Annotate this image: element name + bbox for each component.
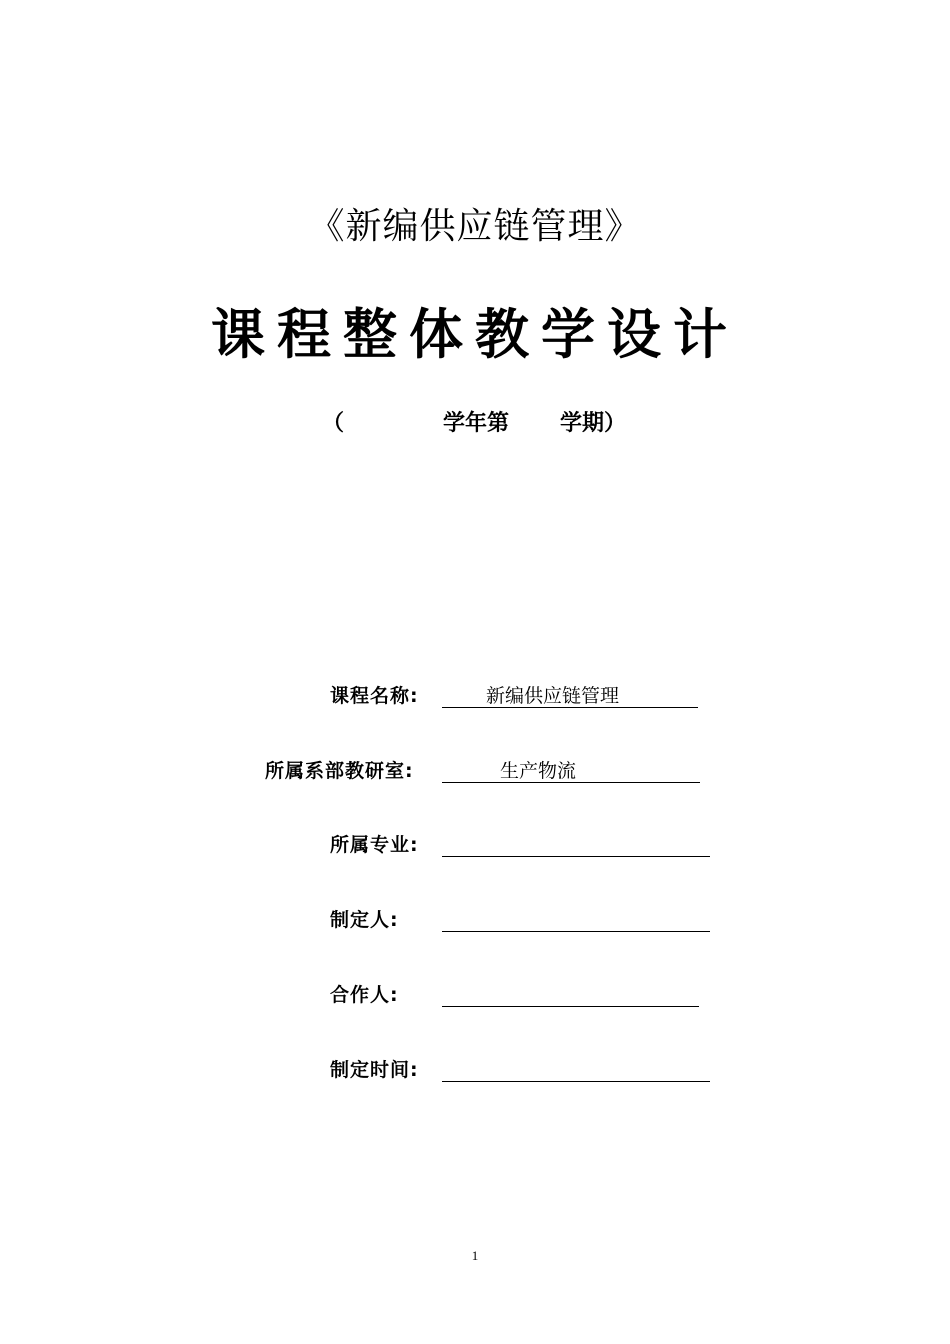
department-label: 所属系部教研室: [265,760,414,782]
major-label: 所属专业: [330,834,419,856]
collaborator-underline [442,1006,699,1007]
author-field [0,905,950,935]
course-name-value: 新编供应链管理 [486,685,620,707]
major-underline [442,856,710,857]
department-value: 生产物流 [500,760,577,782]
date-field [0,1055,950,1085]
page-number: 1 [471,1248,479,1263]
semester-paren-open: （ [322,411,345,436]
author-label: 制定人: [330,909,399,931]
collaborator-field [0,980,950,1010]
date-underline [442,1081,710,1082]
author-underline [442,931,710,932]
course-name-underline [442,707,698,708]
course-title: 《新编供应链管理》 [308,206,642,247]
department-underline [442,782,700,783]
semester-term-label: 学期） [560,411,627,436]
semester-year-label: 学年第 [443,411,510,436]
collaborator-label: 合作人: [330,984,399,1006]
main-title: 课程整体教学设计 [211,303,739,366]
course-name-label: 课程名称: [330,685,419,707]
date-label: 制定时间: [330,1059,419,1081]
department-field [0,756,950,786]
course-name-field [0,681,950,711]
major-field [0,830,950,860]
